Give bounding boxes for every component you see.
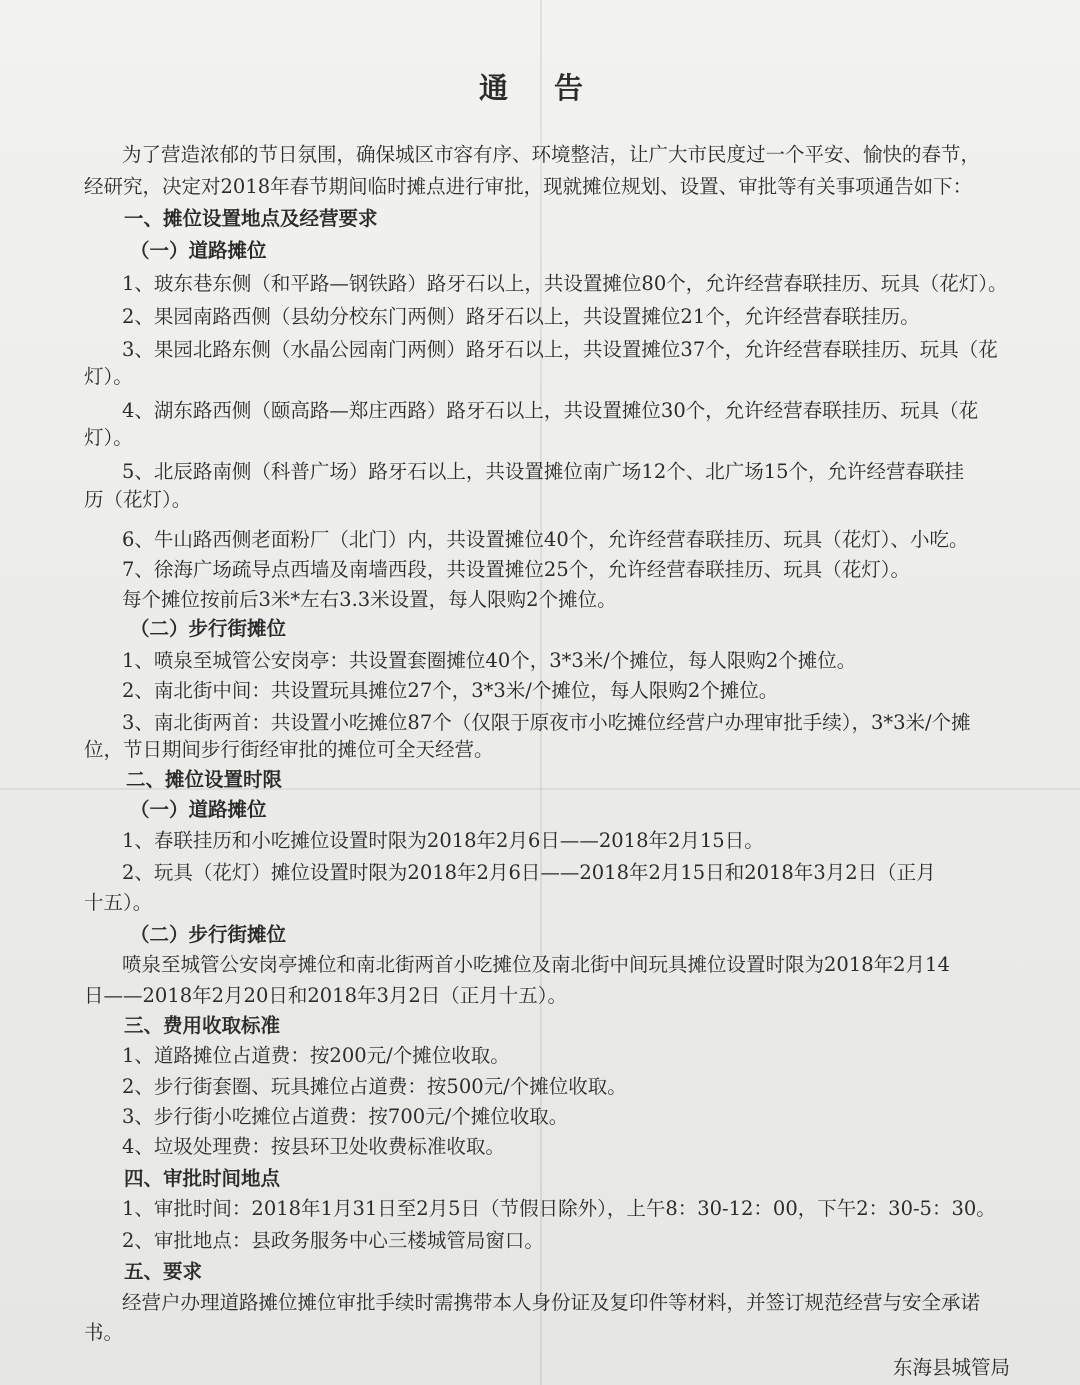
- paragraph-line: 4、湖东路西侧（颐高路—郑庄西路）路牙石以上，共设置摊位30个，允许经营春联挂历、玩具（花: [122, 399, 979, 422]
- paragraph-line: 3、南北街两首：共设置小吃摊位87个（仅限于原夜市小吃摊位经营户办理审批手续），3*3米/个摊: [122, 711, 971, 734]
- subsection-heading: （一）道路摊位: [130, 239, 267, 262]
- paragraph-line: 1、春联挂历和小吃摊位设置时限为2018年2月6日——2018年2月15日。: [122, 829, 764, 852]
- section-heading: 一、摊位设置地点及经营要求: [124, 207, 378, 230]
- paragraph-line: 1、喷泉至城管公安岗亭：共设置套圈摊位40个，3*3米/个摊位，每人限购2个摊位。: [122, 649, 857, 672]
- paragraph-line: 每个摊位按前后3米*左右3.3米设置，每人限购2个摊位。: [122, 588, 617, 611]
- paragraph-line: 7、徐海广场疏导点西墙及南墙西段，共设置摊位25个，允许经营春联挂历、玩具（花灯）。: [122, 558, 910, 581]
- paragraph-line: 2、果园南路西侧（县幼分校东门两侧）路牙石以上，共设置摊位21个，允许经营春联挂历。: [122, 305, 920, 328]
- paragraph-line: 2、南北街中间：共设置玩具摊位27个，3*3米/个摊位，每人限购2个摊位。: [122, 679, 779, 702]
- paragraph-line: 3、果园北路东侧（水晶公园南门两侧）路牙石以上，共设置摊位37个，允许经营春联挂历、玩具（花: [122, 338, 998, 361]
- section-heading: 三、费用收取标准: [124, 1014, 281, 1037]
- section-heading: 五、要求: [124, 1260, 203, 1283]
- paragraph-line: 书。: [84, 1321, 124, 1344]
- paragraph-line: 经研究，决定对2018年春节期间临时摊点进行审批，现就摊位规划、设置、审批等有关事项通告如下：: [84, 175, 973, 198]
- paragraph-line: 位，节日期间步行街经审批的摊位可全天经营。: [84, 738, 494, 761]
- paragraph-line: 十五）。: [84, 891, 153, 914]
- paragraph-line: 喷泉至城管公安岗亭摊位和南北街两首小吃摊位及南北街中间玩具摊位设置时限为2018年2月14: [122, 953, 950, 976]
- paragraph-line: 2、步行街套圈、玩具摊位占道费：按500元/个摊位收取。: [122, 1075, 627, 1098]
- paragraph-line: 2、玩具（花灯）摊位设置时限为2018年2月6日——2018年2月15日和2018年3月2日（正月: [122, 861, 936, 884]
- paragraph-line: 1、道路摊位占道费：按200元/个摊位收取。: [122, 1044, 510, 1067]
- paragraph-line: 1、审批时间：2018年1月31日至2月5日（节假日除外），上午8：30-12：00，下午2：30-5：30。: [122, 1197, 996, 1220]
- paragraph-line: 经营户办理道路摊位摊位审批手续时需携带本人身份证及复印件等材料，并签订规范经营与安全承诺: [122, 1291, 981, 1314]
- notice-title: 通 告: [478, 71, 602, 105]
- paragraph-line: 灯）。: [84, 365, 133, 388]
- paragraph-line: 灯）。: [84, 426, 133, 449]
- paragraph-line: 2、审批地点：县政务服务中心三楼城管局窗口。: [122, 1229, 544, 1252]
- subsection-heading: （二）步行街摊位: [130, 617, 287, 640]
- paragraph-line: 5、北辰路南侧（科普广场）路牙石以上，共设置摊位南广场12个、北广场15个，允许经营春联挂: [122, 460, 965, 483]
- subsection-heading: （一）道路摊位: [130, 798, 267, 821]
- subsection-heading: （二）步行街摊位: [130, 923, 287, 946]
- paragraph-line: 为了营造浓郁的节日氛围，确保城区市容有序、环境整洁，让广大市民度过一个平安、愉快的春节，: [122, 143, 981, 166]
- paragraph-line: 4、垃圾处理费：按县环卫处收费标准收取。: [122, 1135, 505, 1158]
- section-heading: 四、审批时间地点: [124, 1167, 281, 1190]
- section-heading: 二、摊位设置时限: [126, 768, 283, 791]
- issuer-signature: 东海县城管局: [892, 1356, 1010, 1379]
- paragraph-line: 日——2018年2月20日和2018年3月2日（正月十五）。: [84, 984, 568, 1007]
- paragraph-line: 历（花灯）。: [84, 488, 192, 511]
- paragraph-line: 3、步行街小吃摊位占道费：按700元/个摊位收取。: [122, 1105, 569, 1128]
- paragraph-line: 6、牛山路西侧老面粉厂（北门）内，共设置摊位40个，允许经营春联挂历、玩具（花灯）、小吃。: [122, 528, 969, 551]
- paragraph-line: 1、玻东巷东侧（和平路—钢铁路）路牙石以上，共设置摊位80个，允许经营春联挂历、玩具（花灯）。: [122, 272, 1008, 295]
